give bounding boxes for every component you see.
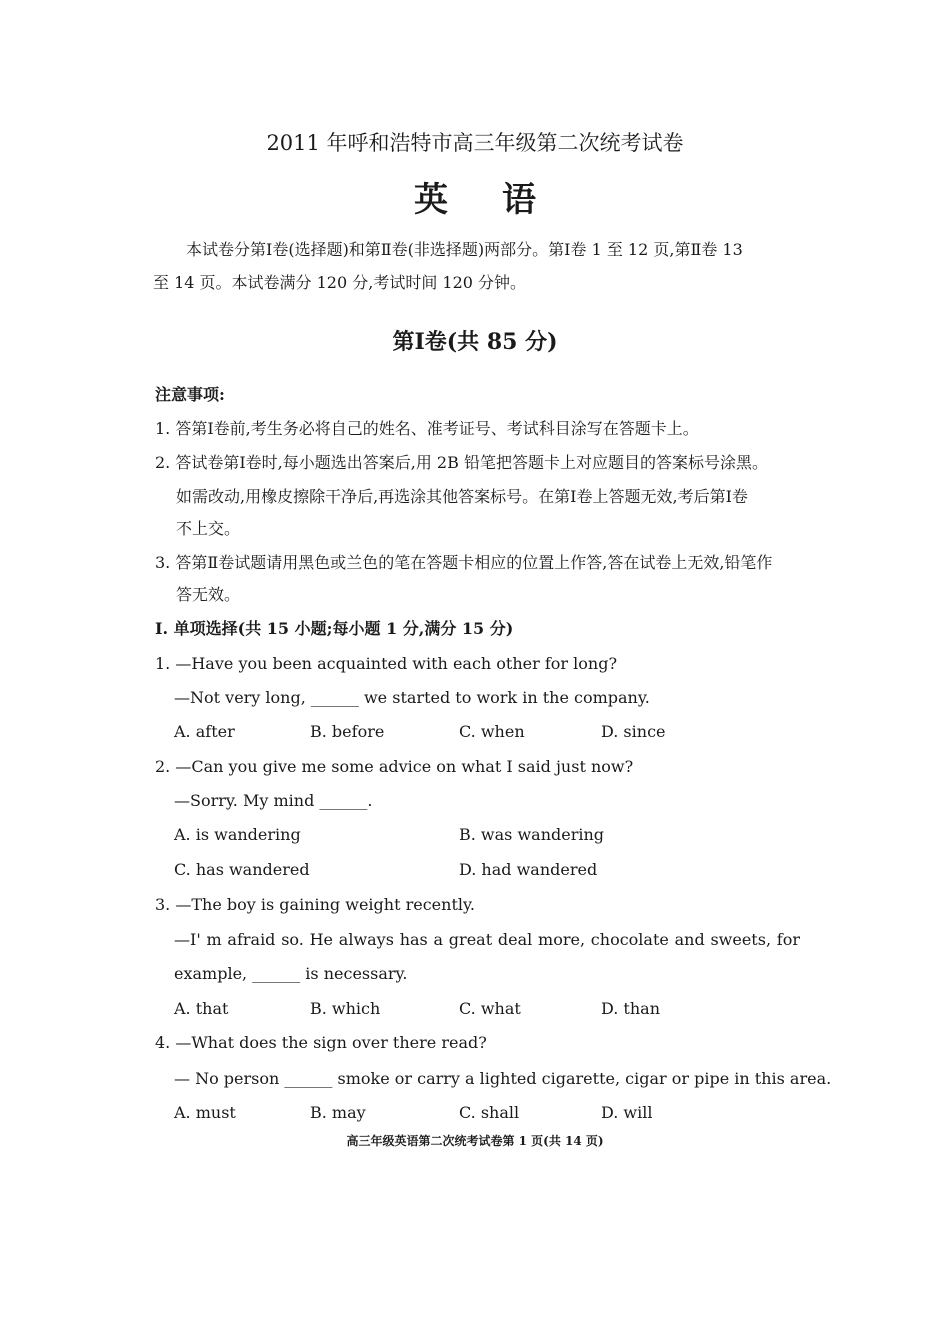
question-3-line-1: 3. —The boy is gaining weight recently. [155, 895, 475, 914]
note-item-2-line-2: 如需改动,用橡皮擦除干净后,再选涂其他答案标号。在第Ⅰ卷上答题无效,考后第Ⅰ卷 [176, 487, 748, 506]
question-2-option-c: C. has wandered [174, 860, 310, 879]
question-3-option-a: A. that [174, 999, 229, 1018]
note-item-2-line-3: 不上交。 [176, 519, 241, 538]
question-4-option-a: A. must [174, 1103, 236, 1122]
notes-heading: 注意事项: [155, 385, 225, 404]
question-1-option-b: B. before [310, 722, 385, 741]
question-2-option-d: D. had wandered [459, 860, 598, 879]
question-1-option-d: D. since [601, 722, 666, 741]
question-4-option-b: B. may [310, 1103, 366, 1122]
exam-title: 2011 年呼和浩特市高三年级第二次统考试卷 [266, 131, 684, 155]
question-1-option-c: C. when [459, 722, 525, 741]
question-2-option-a: A. is wandering [174, 825, 301, 844]
section-one-title: Ⅰ. 单项选择(共 15 小题;每小题 1 分,满分 15 分) [155, 619, 514, 638]
question-2-line-1: 2. —Can you give me some advice on what I said just now? [155, 757, 634, 776]
question-4-option-c: C. shall [459, 1103, 520, 1122]
note-item-2-line-1: 2. 答试卷第Ⅰ卷时,每小题选出答案后,用 2B 铅笔把答题卡上对应题目的答案标号涂黑。 [155, 453, 768, 472]
intro-line-2: 至 14 页。本试卷满分 120 分,考试时间 120 分钟。 [153, 273, 527, 292]
question-3-line-2: —I' m afraid so. He always has a great deal more, chocolate and sweets, for [174, 930, 800, 949]
note-item-3-line-2: 答无效。 [176, 585, 241, 604]
question-4-line-1: 4. —What does the sign over there read? [155, 1033, 487, 1052]
question-2-option-b: B. was wandering [459, 825, 605, 844]
question-3-option-b: B. which [310, 999, 381, 1018]
question-1-line-2: —Not very long, ______ we started to work in the company. [174, 688, 650, 707]
question-4-option-d: D. will [601, 1103, 653, 1122]
question-3-line-3: example, ______ is necessary. [174, 964, 408, 983]
question-3-option-c: C. what [459, 999, 521, 1018]
question-2-line-2: —Sorry. My mind ______. [174, 791, 373, 810]
intro-line-1: 本试卷分第Ⅰ卷(选择题)和第Ⅱ卷(非选择题)两部分。第Ⅰ卷 1 至 12 页,第Ⅱ卷 13 [186, 240, 743, 259]
page-footer: 高三年级英语第二次统考试卷第 1 页(共 14 页) [346, 1134, 604, 1148]
note-item-3-line-1: 3. 答第Ⅱ卷试题请用黑色或兰色的笔在答题卡相应的位置上作答,答在试卷上无效,铅笔作 [155, 553, 773, 572]
question-4-line-2: — No person ______ smoke or carry a lighted cigarette, cigar or pipe in this area. [174, 1069, 832, 1088]
subject-title: 英语 [414, 180, 590, 220]
question-3-option-d: D. than [601, 999, 661, 1018]
question-1-line-1: 1. —Have you been acquainted with each other for long? [155, 654, 618, 673]
note-item-1: 1. 答第Ⅰ卷前,考生务必将自己的姓名、准考证号、考试科目涂写在答题卡上。 [155, 419, 699, 438]
question-1-option-a: A. after [174, 722, 235, 741]
part-one-title: 第Ⅰ卷(共 85 分) [392, 329, 558, 355]
